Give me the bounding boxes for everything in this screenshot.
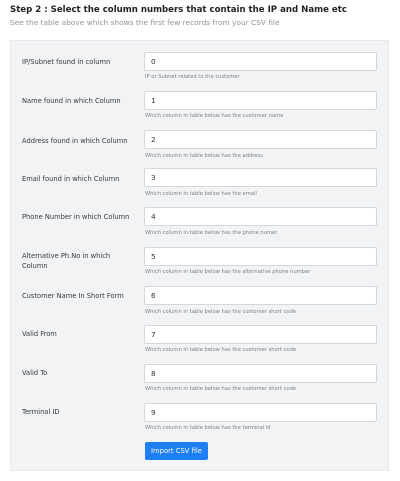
alt-phone-column-label: Alternative Ph.No in which Column: [22, 252, 111, 270]
terminal-id-help: Which column in table below has the terminal id: [145, 425, 271, 431]
short-name-column-help: Which column in table below has the customer short code: [145, 309, 297, 315]
address-column-input[interactable]: [144, 130, 377, 149]
import-csv-button[interactable]: Import CSV file: [145, 442, 208, 460]
valid-to-input[interactable]: [144, 364, 377, 383]
name-column-label: Name found in which Column: [22, 97, 121, 105]
address-column-label: Address found in which Column: [22, 137, 128, 145]
ip-subnet-label: IP/Subnet found in column: [22, 58, 111, 66]
email-column-label: Email found in which Column: [22, 175, 120, 183]
name-column-input[interactable]: [144, 91, 377, 110]
terminal-id-label: Terminal ID: [22, 408, 60, 416]
valid-from-input[interactable]: [144, 325, 377, 344]
phone-column-label: Phone Number in which Column: [22, 213, 130, 221]
valid-from-help: Which column in table below has the customer short code: [145, 347, 297, 353]
name-column-help: Which column in table below has the customer name: [145, 113, 284, 119]
phone-column-input[interactable]: [144, 207, 377, 226]
email-column-input[interactable]: [144, 168, 377, 187]
phone-column-help: Which column in table below has the phone numer: [145, 230, 278, 236]
short-name-column-label: Customer Name In Short Form: [22, 292, 124, 300]
alt-phone-column-input[interactable]: [144, 247, 377, 266]
ip-subnet-input[interactable]: [144, 52, 377, 71]
ip-subnet-help: IP or Subnet related to the customer: [145, 74, 240, 80]
valid-from-label: Valid From: [22, 330, 57, 338]
short-name-column-input[interactable]: [144, 286, 377, 305]
alt-phone-column-help: Which column in table below has the alternative phone number: [145, 269, 311, 275]
valid-to-help: Which column in table below has the customer short code: [145, 386, 297, 392]
address-column-help: Which column in table below has the address: [145, 153, 263, 159]
valid-to-label: Valid To: [22, 369, 48, 377]
step-subheading: See the table above which shows the first few records from your CSV file: [10, 18, 280, 27]
email-column-help: Which column in table below has the email: [145, 191, 257, 197]
step-heading: Step 2 : Select the column numbers that contain the IP and Name etc: [10, 5, 347, 15]
terminal-id-input[interactable]: [144, 403, 377, 422]
